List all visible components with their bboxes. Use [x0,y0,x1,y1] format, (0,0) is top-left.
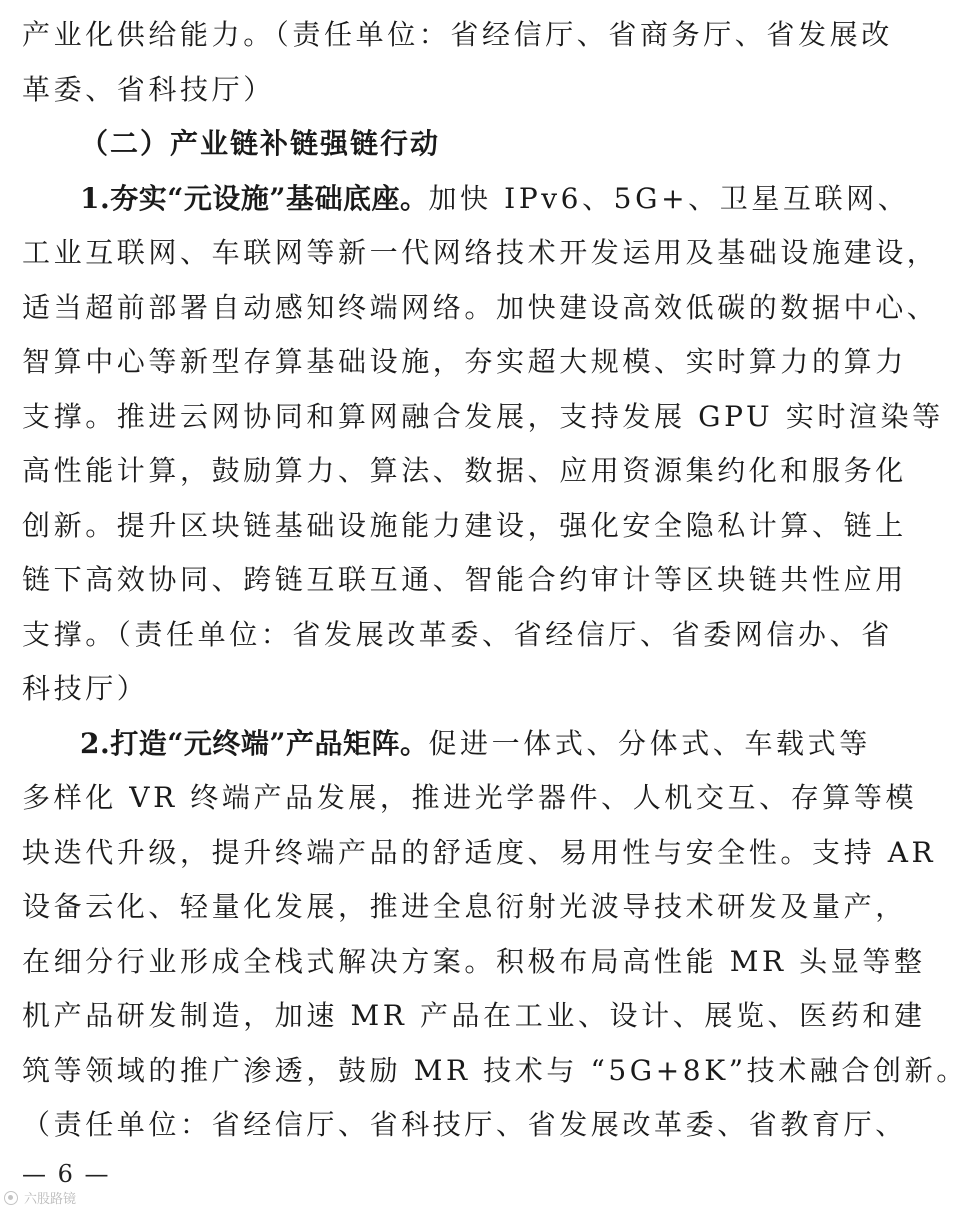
text-line: 块迭代升级，提升终端产品的舒适度、易用性与安全性。支持 AR [22,835,937,869]
item2-title: 2.打造“元终端”产品矩阵。 [80,726,429,760]
item2-first-line [22,717,871,772]
text-line: 创新。提升区块链基础设施能力建设，强化安全隐私计算、链上 [22,508,907,542]
text-line: 适当超前部署自动感知终端网络。加快建设高效低碳的数据中心、 [22,290,939,324]
watermark-text: 六股路镜 [24,1192,77,1207]
page-number: — 6 — [22,1160,111,1188]
item1-first-line [22,172,910,227]
watermark-logo-icon [4,1191,18,1205]
text-line: 筑等领域的推广渗透，鼓励 MR 技术与 “5G+8K”技术融合创新。 [22,1053,968,1087]
text-line: 多样化 VR 终端产品发展，推进光学器件、人机交互、存算等模 [22,781,918,814]
text-line: 设备云化、轻量化发展，推进全息衍射光波导技术研发及量产， [22,890,907,923]
item2-first-line-text: 促进一体式、分体式、车载式等 [428,726,871,760]
text-line: 工业互联网、车联网等新一代网络技术开发运用及基础设施建设， [22,236,939,269]
text-line: 链下高效协同、跨链互联互通、智能合约审计等区块链共性应用 [22,563,907,596]
text-line: 产业化供给能力。（责任单位：省经信厅、省商务厅、省发展改 [22,18,893,51]
text-line: 高性能计算，鼓励算力、算法、数据、应用资源集约化和服务化 [22,454,907,487]
text-line: 科技厅） [22,672,149,705]
text-line: （责任单位：省经信厅、省科技厅、省发展改革委、省教育厅、 [22,1108,907,1141]
watermark [4,1188,76,1207]
text-line: 智算中心等新型存算基础设施，夯实超大规模、实时算力的算力 [22,345,907,378]
text-line: 革委、省科技厅） [22,72,275,106]
section-heading: （二）产业链补链强链行动 [80,127,441,160]
text-line: 支撑。推进云网协同和算网融合发展，支持发展 GPU 实时渲染等 [22,399,944,433]
text-line: 在细分行业形成全栈式解决方案。积极布局高性能 MR 头显等整 [22,944,926,978]
item1-first-line-text: 加快 IPv6、5G+、卫星互联网、 [428,181,910,215]
document-page [22,8,968,1153]
text-line: 支撑。（责任单位：省发展改革委、省经信厅、省委网信办、省 [22,617,893,651]
text-line: 机产品研发制造，加速 MR 产品在工业、设计、展览、医药和建 [22,999,926,1032]
item1-title: 1.夯实“元设施”基础底座。 [80,181,429,215]
